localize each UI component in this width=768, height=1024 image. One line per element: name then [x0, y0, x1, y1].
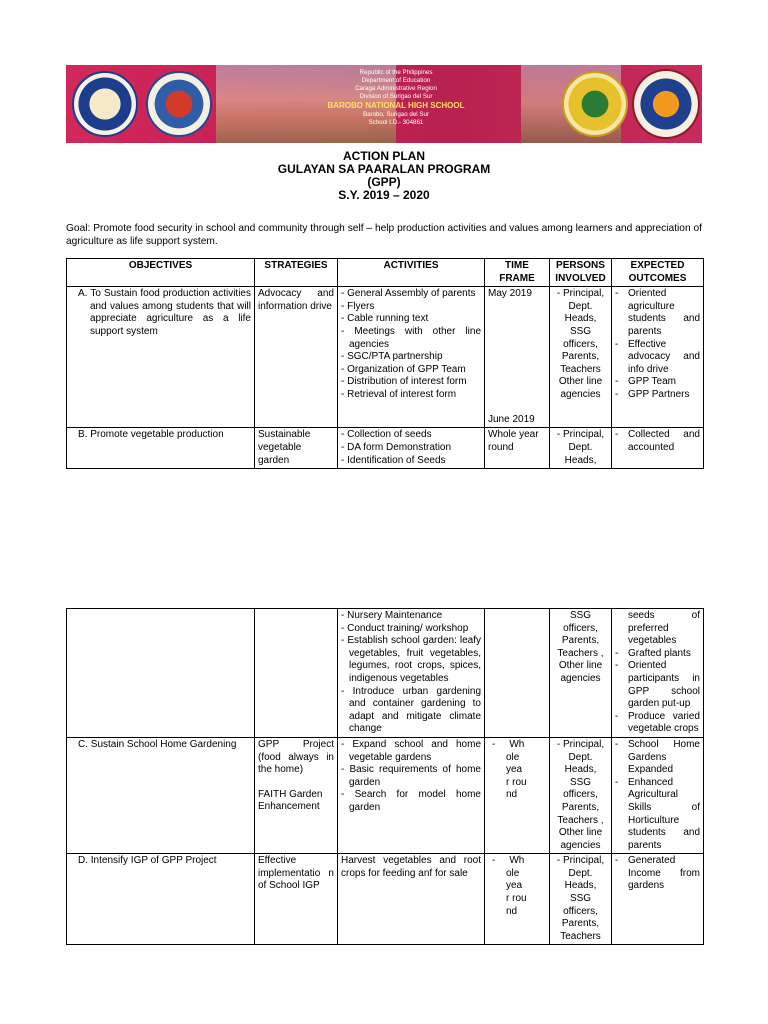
strategy-cell	[255, 428, 338, 469]
strategy-text: Sustainable vegetable garden	[258, 429, 311, 466]
table-row	[67, 854, 704, 945]
banner-line-4: Division of Surigao del Sur	[359, 93, 433, 100]
table-row	[67, 287, 704, 428]
persons-cell	[550, 287, 612, 428]
banner-line-3: Caraga Administrative Region	[355, 85, 437, 92]
outcomes-cell	[612, 854, 704, 945]
persons-text: - Principal, Dept. Heads, SSG officers, Parents, Teachers Other line agencies	[556, 288, 605, 400]
action-plan-table-part2	[66, 608, 704, 945]
header-persons-involved: PERSONS INVOLVED	[550, 259, 612, 287]
goal-statement: Goal: Promote food security in school and community through self – help production activities and values among learners and appreciation of agriculture as life support system.	[66, 223, 702, 247]
objective-cell	[67, 609, 255, 738]
activity-item: - Introduce urban gardening and container gardening to adapt and mitigate climate change	[341, 686, 481, 736]
activity-item: - Expand school and home vegetable gardens	[341, 739, 481, 764]
title-line-3: (GPP)	[367, 175, 401, 189]
time-frame-cell	[485, 609, 550, 738]
persons-cell	[550, 737, 612, 853]
objective-cell	[67, 428, 255, 469]
time-frame-cell	[485, 428, 550, 469]
outcome-item: - School Home Gardens Expanded	[615, 739, 700, 777]
activities-cell	[338, 428, 485, 469]
objective-text: C. Sustain School Home Gardening	[78, 738, 237, 750]
activity-item: - Conduct training/ workshop	[341, 623, 481, 636]
activity-item: - Identification of Seeds	[341, 455, 481, 468]
activity-item: - Cable running text	[341, 313, 481, 326]
outcome-item: - Grafted plants	[615, 648, 700, 661]
title-line-4: S.Y. 2019 – 2020	[338, 188, 430, 202]
persons-text: - Principal, Dept. Heads, SSG officers, Parents, Teachers	[556, 855, 605, 942]
objective-text: A. To Sustain food production activities and values among students that will appreciate agriculture as a life support system	[78, 288, 251, 337]
objective-cell	[67, 737, 255, 853]
persons-cell	[550, 428, 612, 469]
banner-text	[276, 69, 516, 127]
action-plan-table-part1	[66, 258, 704, 469]
strategy-text: Advocacy and information drive	[258, 288, 334, 312]
outcome-item: - Oriented agriculture students and parents	[615, 288, 700, 338]
header-activities: ACTIVITIES	[338, 259, 485, 287]
objective-cell	[67, 287, 255, 428]
activities-cell	[338, 854, 485, 945]
activity-item: - Nursery Maintenance	[341, 610, 481, 623]
outcome-item: - Collected and accounted	[615, 429, 700, 454]
header-time-frame: TIME FRAME	[485, 259, 550, 287]
activity-item: - Distribution of interest form	[341, 376, 481, 389]
time-frame-cell	[485, 287, 550, 428]
banner-line-1: Republic of the Philippines	[359, 69, 433, 76]
header-objectives: OBJECTIVES	[67, 259, 255, 287]
persons-text: SSG officers, Parents, Teachers , Other line agencies	[557, 610, 604, 684]
outcome-item: - Oriented participants in GPP school garden put-up	[615, 660, 700, 710]
strategy-cell	[255, 609, 338, 738]
strategy-text: GPP Project (food always in the home)	[258, 738, 334, 776]
strategy-cell	[255, 737, 338, 853]
activity-item: - Meetings with other line agencies	[341, 326, 481, 351]
objective-cell	[67, 854, 255, 945]
banner-line-2: Department of Education	[361, 77, 431, 84]
activity-item: - Establish school garden: leafy vegetables, fruit vegetables, legumes, root crops, spices, indigenous vegetables	[341, 635, 481, 685]
activity-item: - DA form Demonstration	[341, 442, 481, 455]
activities-cell	[338, 287, 485, 428]
time-frame-end: June 2019	[488, 413, 535, 425]
strategy-text: Effective implementatio n of School IGP	[258, 855, 334, 892]
activity-item: - Collection of seeds	[341, 429, 481, 442]
outcomes-cell	[612, 609, 704, 738]
outcome-item: - GPP Partners	[615, 389, 700, 402]
activity-item: - Basic requirements of home garden	[341, 764, 481, 789]
activity-item: - SGC/PTA partnership	[341, 351, 481, 364]
outcome-item: - Effective advocacy and info drive	[615, 339, 700, 377]
activity-text: Harvest vegetables and root crops for feeding anf for sale	[341, 855, 481, 879]
time-frame-wrap: - Wh ole yea r rou nd	[492, 738, 527, 801]
strategy-text-2: FAITH Garden Enhancement	[258, 788, 323, 813]
outcome-item: - Generated Income from gardens	[615, 855, 700, 893]
outcomes-cell	[612, 287, 704, 428]
table-row	[67, 609, 704, 738]
table-header-row	[67, 259, 704, 287]
strategy-cell	[255, 854, 338, 945]
header-expected-outcomes: EXPECTED OUTCOMES	[612, 259, 704, 287]
activity-item: - General Assembly of parents	[341, 288, 481, 301]
outcomes-cell	[612, 737, 704, 853]
persons-text: - Principal, Dept. Heads, SSG officers, Parents, Teachers , Other line agencies	[556, 738, 605, 851]
banner-school-id: School I.D.- 304861	[368, 119, 424, 126]
activities-cell	[338, 609, 485, 738]
time-frame-text: Wh ole yea r rou nd	[506, 738, 527, 801]
deped-seal-logo	[72, 71, 138, 137]
header-strategies: STRATEGIES	[255, 259, 338, 287]
document-title	[0, 150, 768, 202]
division-seal-logo	[146, 71, 212, 137]
activities-cell	[338, 737, 485, 853]
banner-school-name: BAROBO NATIONAL HIGH SCHOOL	[327, 101, 465, 110]
outcome-item: - GPP Team	[615, 376, 700, 389]
outcome-item: - Enhanced Agricultural Skills of Horticulture students and parents	[615, 777, 700, 853]
activity-item: - Retrieval of interest form	[341, 389, 481, 402]
objective-text: D. Intensify IGP of GPP Project	[78, 855, 217, 867]
banner-address: Barobo, Surigao del Sur	[362, 111, 430, 118]
district-seal-logo	[562, 71, 628, 137]
time-frame-cell	[485, 854, 550, 945]
outcome-continued-text: seeds of preferred vegetables	[628, 610, 700, 647]
strategy-cell	[255, 287, 338, 428]
title-line-1: ACTION PLAN	[343, 149, 425, 163]
activity-item: - Search for model home garden	[341, 789, 481, 814]
persons-cell	[550, 854, 612, 945]
activity-item: - Organization of GPP Team	[341, 364, 481, 377]
persons-text: - Principal, Dept. Heads,	[556, 429, 605, 466]
title-line-2: GULAYAN SA PAARALAN PROGRAM	[277, 162, 491, 176]
time-frame-start: May 2019	[488, 288, 532, 300]
time-frame-cell	[485, 737, 550, 853]
outcome-item: - Produce varied vegetable crops	[615, 711, 700, 736]
time-frame-text: Wh ole yea r rou nd	[506, 855, 527, 917]
persons-cell	[550, 609, 612, 738]
table-row	[67, 737, 704, 853]
table-row	[67, 428, 704, 469]
activity-item: - Flyers	[341, 301, 481, 314]
objective-text: B. Promote vegetable production	[78, 429, 224, 441]
time-frame-wrap: - Wh ole yea r rou nd	[492, 855, 527, 917]
outcomes-cell	[612, 428, 704, 469]
time-frame-text: Whole year round	[488, 429, 539, 453]
school-seal-logo	[632, 69, 700, 139]
school-header-banner	[66, 65, 702, 143]
